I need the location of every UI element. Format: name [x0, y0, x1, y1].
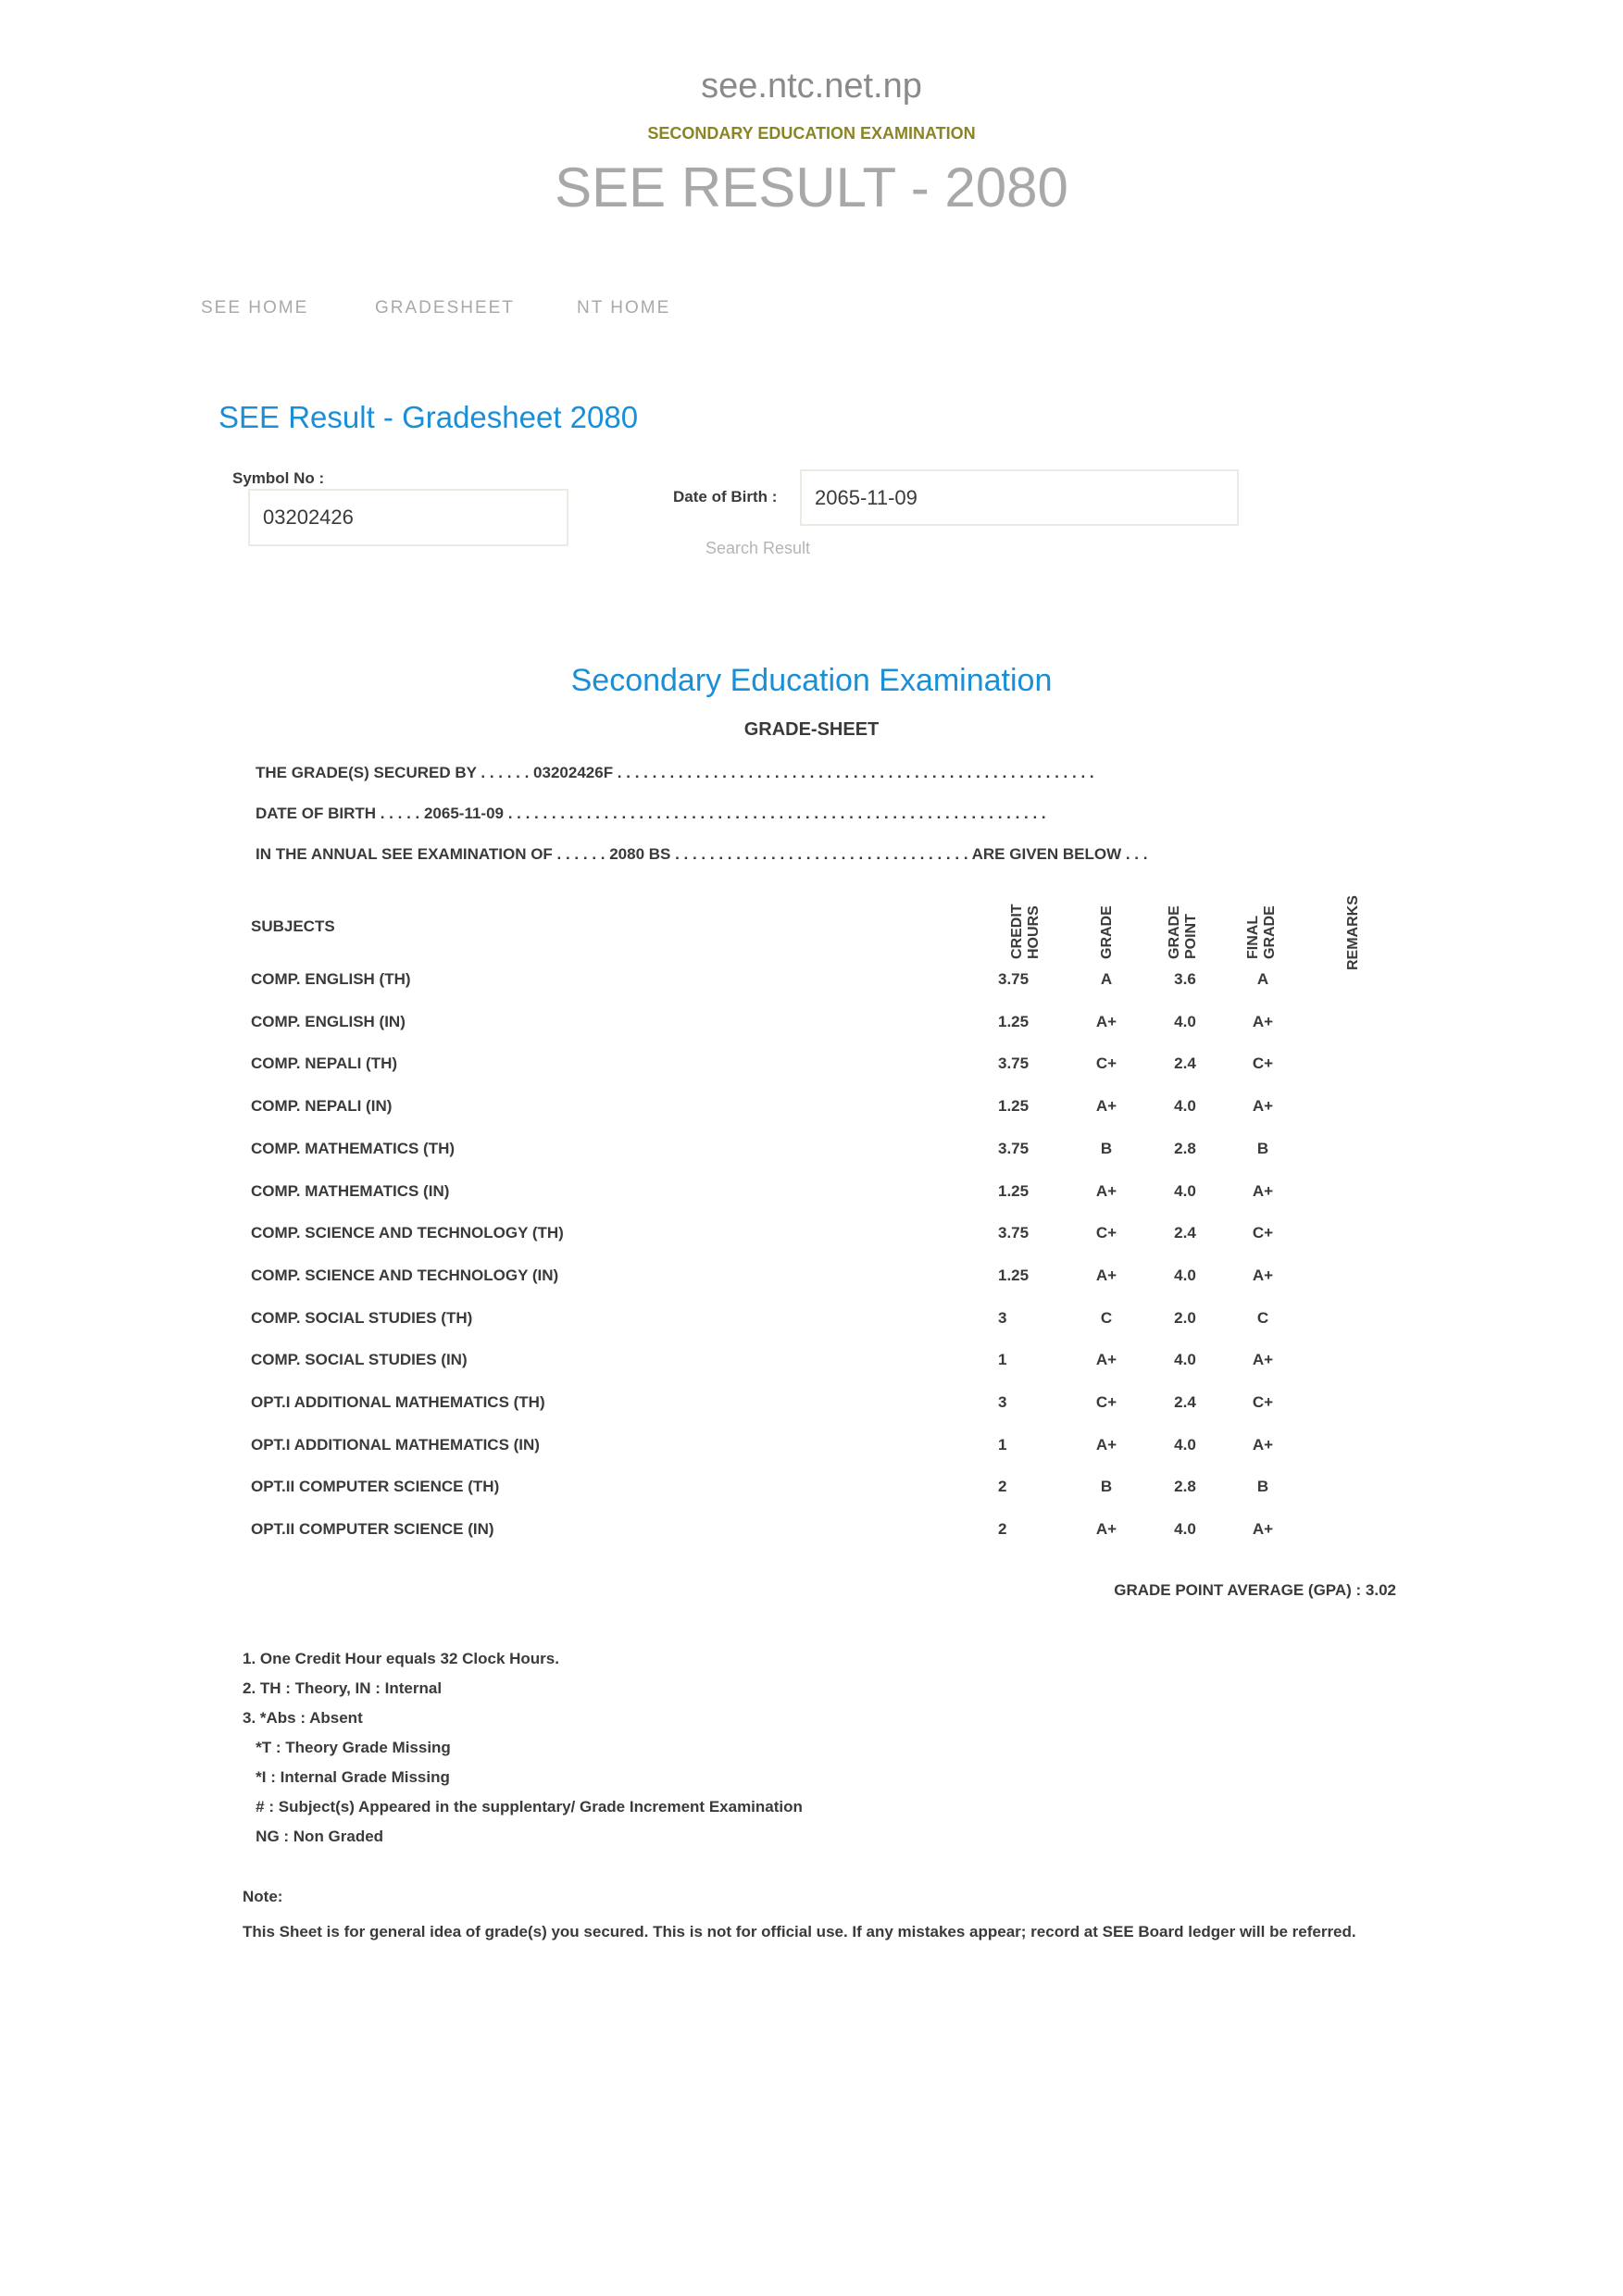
cell-credit-hours: 1 [998, 1351, 1007, 1369]
cell-grade: A+ [1095, 1266, 1117, 1284]
cell-credit-hours: 3 [998, 1393, 1007, 1411]
cell-grade-point: 4.0 [1174, 1097, 1196, 1116]
cell-final-grade: A+ [1252, 1266, 1274, 1284]
cell-subject: COMP. SOCIAL STUDIES (TH) [251, 1308, 473, 1327]
nav-nt-home[interactable]: NT HOME [577, 298, 671, 318]
table-row [0, 1267, 1623, 1294]
col-credit-hours [1009, 894, 1042, 959]
cell-credit-hours: 2 [998, 1478, 1007, 1496]
note-item: 3. *Abs : Absent [243, 1709, 363, 1727]
cell-credit-hours: 1.25 [998, 1012, 1030, 1030]
search-result-button[interactable]: Search Result [705, 539, 811, 557]
table-row [0, 1309, 1623, 1337]
symbol-no-input[interactable] [248, 489, 568, 546]
table-row [0, 1224, 1623, 1252]
cell-subject: COMP. ENGLISH (TH) [251, 970, 411, 988]
secured-by-line: THE GRADE(S) SECURED BY . . . . . . 03202426F . . . . . . . . . . . . . . . . . . . . . . . . . . . . . . . . . . . . . . . . . . . . . . . . . . . . . . . [256, 764, 1094, 781]
col-credit-hours-line1: CREDIT [1009, 904, 1025, 959]
cell-grade-point: 2.8 [1174, 1139, 1196, 1157]
col-subjects: SUBJECTS [251, 917, 335, 935]
cell-grade-point: 2.0 [1174, 1308, 1196, 1327]
cell-subject: COMP. NEPALI (TH) [251, 1054, 398, 1073]
col-grade-point-line1: GRADE [1167, 905, 1182, 959]
table-row [0, 1351, 1623, 1379]
gradesheet-title: Secondary Education Examination [570, 663, 1053, 698]
cell-final-grade: A+ [1252, 1181, 1274, 1200]
cell-final-grade: C+ [1252, 1054, 1274, 1073]
dob-line: DATE OF BIRTH . . . . . 2065-11-09 . . . . . . . . . . . . . . . . . . . . . . . . . . . . . . . . . . . . . . . . . . . . . . . . . . . . . . . . . . . . . . [256, 805, 1046, 822]
cell-final-grade: A [1256, 970, 1269, 988]
cell-credit-hours: 3.75 [998, 1224, 1030, 1242]
cell-grade: A+ [1095, 1097, 1117, 1116]
cell-grade: A+ [1095, 1520, 1117, 1539]
cell-final-grade: A+ [1252, 1435, 1274, 1454]
col-grade-point-line2: POINT [1183, 914, 1199, 959]
cell-credit-hours: 3 [998, 1308, 1007, 1327]
table-row [0, 1097, 1623, 1125]
col-final-grade-line1: FINAL [1245, 915, 1261, 959]
cell-grade-point: 2.8 [1174, 1478, 1196, 1496]
cell-grade: A+ [1095, 1181, 1117, 1200]
nav-see-home[interactable]: SEE HOME [201, 298, 309, 318]
cell-subject: OPT.II COMPUTER SCIENCE (IN) [251, 1520, 494, 1539]
cell-subject: COMP. MATHEMATICS (TH) [251, 1139, 456, 1157]
note-item: 2. TH : Theory, IN : Internal [243, 1679, 443, 1697]
cell-final-grade: A+ [1252, 1520, 1274, 1539]
cell-grade-point: 4.0 [1174, 1435, 1196, 1454]
form-title: SEE Result - Gradesheet 2080 [218, 400, 639, 434]
cell-grade: A+ [1095, 1351, 1117, 1369]
note-item: # : Subject(s) Appeared in the supplentary/ Grade Increment Examination [243, 1798, 803, 1816]
gradesheet-subtitle: GRADE-SHEET [743, 719, 880, 740]
table-row [0, 1478, 1623, 1505]
cell-grade: C+ [1095, 1224, 1117, 1242]
cell-credit-hours: 1 [998, 1435, 1007, 1454]
cell-subject: COMP. MATHEMATICS (IN) [251, 1181, 450, 1200]
cell-credit-hours: 3.75 [998, 1054, 1030, 1073]
cell-credit-hours: 3.75 [998, 1139, 1030, 1157]
table-row [0, 1140, 1623, 1167]
cell-grade-point: 4.0 [1174, 1012, 1196, 1030]
nav-gradesheet[interactable]: GRADESHEET [375, 298, 515, 318]
cell-grade: B [1100, 1478, 1113, 1496]
cell-final-grade: C+ [1252, 1393, 1274, 1411]
cell-grade: A [1100, 970, 1113, 988]
cell-subject: COMP. SOCIAL STUDIES (IN) [251, 1351, 468, 1369]
cell-credit-hours: 1.25 [998, 1181, 1030, 1200]
col-final-grade-line2: GRADE [1262, 905, 1278, 959]
cell-final-grade: C+ [1252, 1224, 1274, 1242]
cell-grade: C [1100, 1308, 1113, 1327]
col-credit-hours-line2: HOURS [1026, 905, 1042, 959]
cell-grade: A+ [1095, 1012, 1117, 1030]
cell-grade-point: 2.4 [1174, 1054, 1196, 1073]
note-item: 1. One Credit Hour equals 32 Clock Hours. [243, 1650, 559, 1667]
cell-credit-hours: 1.25 [998, 1097, 1030, 1116]
cell-grade-point: 4.0 [1174, 1266, 1196, 1284]
cell-subject: OPT.II COMPUTER SCIENCE (TH) [251, 1478, 500, 1496]
dob-label: Date of Birth : [673, 488, 778, 505]
table-row [0, 1436, 1623, 1464]
dob-input[interactable] [800, 469, 1239, 526]
cell-subject: COMP. SCIENCE AND TECHNOLOGY (TH) [251, 1224, 564, 1242]
cell-final-grade: A+ [1252, 1351, 1274, 1369]
cell-subject: COMP. NEPALI (IN) [251, 1097, 393, 1116]
cell-subject: OPT.I ADDITIONAL MATHEMATICS (TH) [251, 1393, 545, 1411]
exam-line: IN THE ANNUAL SEE EXAMINATION OF . . . . . . 2080 BS . . . . . . . . . . . . . . . . . . . . . . . . . . . . . . . . . . ARE GIVEN BELOW . . . [256, 845, 1148, 863]
col-remarks: REMARKS [1345, 895, 1361, 970]
cell-credit-hours: 2 [998, 1520, 1007, 1539]
table-row [0, 1393, 1623, 1421]
cell-final-grade: A+ [1252, 1012, 1274, 1030]
cell-grade: C+ [1095, 1054, 1117, 1073]
symbol-no-label: Symbol No : [232, 469, 325, 487]
cell-grade-point: 4.0 [1174, 1181, 1196, 1200]
cell-final-grade: B [1256, 1478, 1269, 1496]
table-row [0, 1013, 1623, 1041]
cell-grade: A+ [1095, 1435, 1117, 1454]
table-row [0, 1054, 1623, 1082]
cell-grade-point: 4.0 [1174, 1520, 1196, 1539]
col-grade-point [1167, 898, 1200, 959]
table-row [0, 1520, 1623, 1548]
cell-credit-hours: 3.75 [998, 970, 1030, 988]
cell-grade: B [1100, 1139, 1113, 1157]
cell-grade-point: 2.4 [1174, 1224, 1196, 1242]
site-title: see.ntc.net.np [701, 67, 922, 106]
cell-credit-hours: 1.25 [998, 1266, 1030, 1284]
cell-final-grade: B [1256, 1139, 1269, 1157]
note-item: *I : Internal Grade Missing [243, 1768, 450, 1786]
cell-grade-point: 4.0 [1174, 1351, 1196, 1369]
cell-grade-point: 3.6 [1174, 970, 1196, 988]
cell-final-grade: A+ [1252, 1097, 1274, 1116]
cell-final-grade: C [1256, 1308, 1269, 1327]
note-label: Note: [243, 1888, 283, 1905]
col-grade: GRADE [1099, 905, 1115, 959]
disclaimer-text: This Sheet is for general idea of grade(s) you secured. This is not for official use. If any mistakes appear; record at SEE Board ledger will be referred. [243, 1923, 1356, 1940]
cell-subject: OPT.I ADDITIONAL MATHEMATICS (IN) [251, 1435, 540, 1454]
table-row [0, 970, 1623, 998]
note-item: *T : Theory Grade Missing [243, 1739, 451, 1756]
page-heading: SEE RESULT - 2080 [555, 156, 1068, 218]
col-final-grade [1245, 898, 1279, 959]
cell-grade: C+ [1095, 1393, 1117, 1411]
cell-grade-point: 2.4 [1174, 1393, 1196, 1411]
gpa-summary: GRADE POINT AVERAGE (GPA) : 3.02 [1114, 1581, 1396, 1599]
cell-subject: COMP. SCIENCE AND TECHNOLOGY (IN) [251, 1266, 559, 1284]
cell-subject: COMP. ENGLISH (IN) [251, 1012, 406, 1030]
table-row [0, 1182, 1623, 1210]
note-item: NG : Non Graded [243, 1828, 384, 1845]
site-subtitle: SECONDARY EDUCATION EXAMINATION [647, 124, 976, 143]
